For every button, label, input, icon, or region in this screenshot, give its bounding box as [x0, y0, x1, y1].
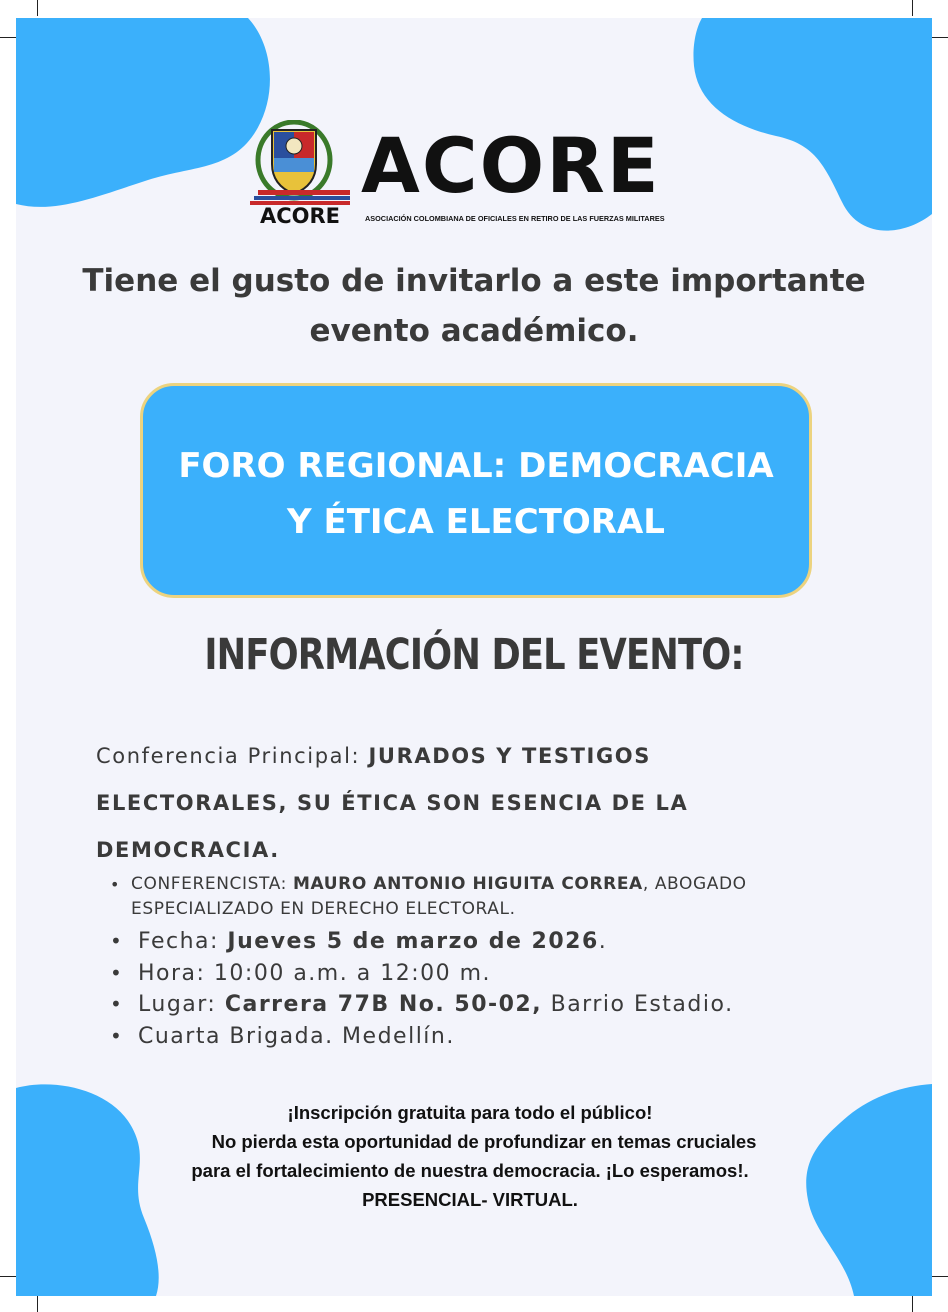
crop-mark — [912, 1296, 913, 1312]
place-rest: Barrio Estadio. — [542, 992, 734, 1017]
conference-title: JURADOS Y TESTIGOS ELECTORALES, SU ÉTICA SON ESENCIA DE LA DEMOCRACIA. — [96, 744, 689, 862]
footer-line: ¡Inscripción gratuita para todo el público! — [287, 1102, 653, 1123]
date-end: . — [598, 929, 608, 954]
bullet-icon: • — [110, 875, 121, 894]
list-item-time — [110, 958, 810, 990]
footer-line: PRESENCIAL- VIRTUAL. — [362, 1189, 578, 1210]
list-item-speaker — [110, 872, 810, 922]
main-conference — [96, 733, 776, 874]
brand-subtitle: ASOCIACIÓN COLOMBIANA DE OFICIALES EN RETIRO DE LAS FUERZAS MILITARES — [365, 214, 665, 223]
blob-shape — [16, 18, 270, 207]
forum-title-line: FORO REGIONAL: DEMOCRACIA — [178, 445, 774, 486]
crop-mark — [932, 1276, 948, 1277]
crop-mark — [932, 37, 948, 38]
bullet-icon: • — [110, 1023, 124, 1048]
crop-mark — [37, 0, 38, 16]
list-item-brigade — [110, 1021, 810, 1053]
blob-shape — [693, 18, 932, 231]
brand-name: ACORE — [361, 121, 661, 210]
blob-shape — [806, 1084, 932, 1296]
shield-emblem — [286, 138, 302, 154]
list-item-place — [110, 989, 810, 1021]
conference-label: Conferencia Principal: — [96, 744, 369, 768]
forum-title — [178, 438, 773, 550]
flag-stripe — [258, 190, 350, 195]
forum-title-line: Y ÉTICA ELECTORAL — [287, 501, 665, 542]
bullet-icon: • — [110, 929, 124, 953]
date-value: Jueves 5 de marzo de 2026 — [227, 929, 599, 954]
forum-title-box — [140, 383, 812, 598]
invitation-line: evento académico. — [309, 313, 639, 349]
invitation-line: Tiene el gusto de invitarlo a este importante — [82, 263, 866, 299]
speaker-label: CONFERENCISTA: — [131, 874, 293, 894]
speaker-title: , ABOGADO ESPECIALIZADO EN DERECHO ELECTORAL. — [131, 874, 747, 919]
footer-line: para el fortalecimiento de nuestra democracia. ¡Lo esperamos!. — [191, 1160, 749, 1181]
speaker-name: MAURO ANTONIO HIGUITA CORREA — [292, 874, 643, 894]
time-text: Hora: 10:00 a.m. a 12:00 m. — [138, 960, 492, 986]
list-item-date — [110, 926, 810, 958]
event-details-list — [110, 872, 810, 1052]
shield-quarter — [274, 158, 314, 172]
crop-mark — [37, 1296, 38, 1312]
footer-message — [120, 1098, 820, 1214]
crop-mark — [0, 37, 16, 38]
bullet-icon: • — [110, 992, 124, 1016]
blob-top-left — [16, 18, 276, 218]
invitation-text — [60, 256, 888, 356]
crest-label: ACORE — [259, 204, 341, 228]
crop-mark — [0, 1276, 16, 1277]
brigade-text: Cuarta Brigada. Medellín. — [138, 1023, 455, 1049]
place-label: Lugar: — [138, 992, 225, 1017]
blob-top-right — [692, 18, 932, 238]
event-info-heading: INFORMACIÓN DEL EVENTO: — [204, 630, 744, 680]
place-value: Carrera 77B No. 50-02, — [224, 992, 543, 1017]
acore-logo — [248, 120, 710, 230]
crop-mark — [912, 0, 913, 16]
flag-stripe — [254, 196, 350, 200]
date-label: Fecha: — [138, 929, 228, 954]
footer-line: No pierda esta oportunidad de profundizar en temas cruciales — [211, 1131, 757, 1152]
bullet-icon: • — [110, 960, 124, 985]
